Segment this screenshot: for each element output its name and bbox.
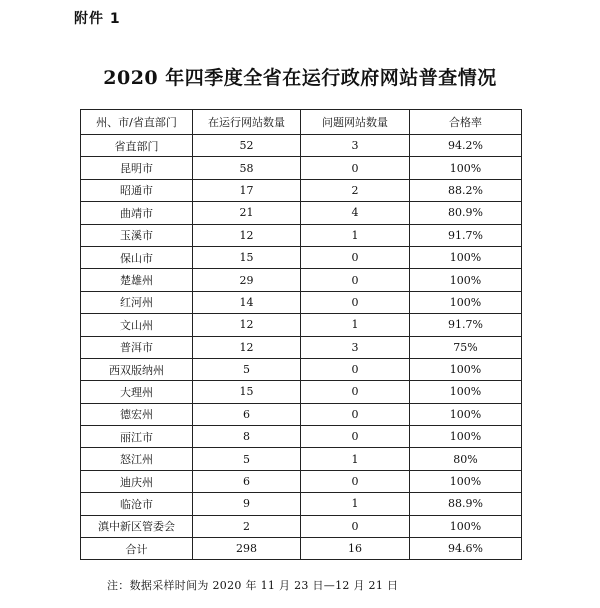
running-sites-cell: 9 xyxy=(193,493,301,515)
table-row xyxy=(81,291,522,313)
pass-rate-cell: 100% xyxy=(410,246,522,268)
running-sites-cell: 298 xyxy=(193,538,301,560)
running-sites-cell: 29 xyxy=(193,269,301,291)
document-title: 2020 年四季度全省在运行政府网站普查情况 xyxy=(103,67,497,89)
problem-sites-cell: 0 xyxy=(301,246,410,268)
table-body xyxy=(81,135,522,560)
region-cell: 省直部门 xyxy=(81,135,193,157)
problem-sites-cell: 4 xyxy=(301,202,410,224)
region-cell: 怒江州 xyxy=(81,448,193,470)
running-sites-cell: 58 xyxy=(193,157,301,179)
problem-sites-cell: 2 xyxy=(301,179,410,201)
region-cell: 迪庆州 xyxy=(81,470,193,492)
running-sites-cell: 15 xyxy=(193,246,301,268)
problem-sites-cell: 1 xyxy=(301,224,410,246)
region-cell: 文山州 xyxy=(81,314,193,336)
table-row xyxy=(81,336,522,358)
header-pass-rate: 合格率 xyxy=(410,110,522,135)
pass-rate-cell: 91.7% xyxy=(410,314,522,336)
region-cell: 西双版纳州 xyxy=(81,358,193,380)
problem-sites-cell: 1 xyxy=(301,448,410,470)
region-cell: 临沧市 xyxy=(81,493,193,515)
region-cell: 滇中新区管委会 xyxy=(81,515,193,537)
region-cell: 丽江市 xyxy=(81,426,193,448)
running-sites-cell: 21 xyxy=(193,202,301,224)
region-cell: 红河州 xyxy=(81,291,193,313)
problem-sites-cell: 1 xyxy=(301,314,410,336)
running-sites-cell: 12 xyxy=(193,224,301,246)
header-region: 州、市/省直部门 xyxy=(81,110,193,135)
region-cell: 曲靖市 xyxy=(81,202,193,224)
problem-sites-cell: 16 xyxy=(301,538,410,560)
running-sites-cell: 52 xyxy=(193,135,301,157)
pass-rate-cell: 91.7% xyxy=(410,224,522,246)
problem-sites-cell: 0 xyxy=(301,358,410,380)
pass-rate-cell: 100% xyxy=(410,358,522,380)
survey-table xyxy=(80,109,522,560)
pass-rate-cell: 80.9% xyxy=(410,202,522,224)
running-sites-cell: 12 xyxy=(193,336,301,358)
table-row xyxy=(81,381,522,403)
region-cell: 昆明市 xyxy=(81,157,193,179)
table-row xyxy=(81,403,522,425)
pass-rate-cell: 94.2% xyxy=(410,135,522,157)
running-sites-cell: 5 xyxy=(193,448,301,470)
table-row xyxy=(81,202,522,224)
pass-rate-cell: 100% xyxy=(410,403,522,425)
problem-sites-cell: 0 xyxy=(301,426,410,448)
pass-rate-cell: 100% xyxy=(410,157,522,179)
pass-rate-cell: 100% xyxy=(410,381,522,403)
region-cell: 保山市 xyxy=(81,246,193,268)
table-total-row xyxy=(81,538,522,560)
table-header-row xyxy=(81,110,522,135)
running-sites-cell: 6 xyxy=(193,470,301,492)
footnote: 注：数据采样时间为 2020 年 11 月 23 日—12 月 21 日 xyxy=(107,579,399,592)
table-row xyxy=(81,470,522,492)
problem-sites-cell: 0 xyxy=(301,470,410,492)
pass-rate-cell: 100% xyxy=(410,426,522,448)
pass-rate-cell: 80% xyxy=(410,448,522,470)
table-row xyxy=(81,179,522,201)
problem-sites-cell: 3 xyxy=(301,336,410,358)
running-sites-cell: 12 xyxy=(193,314,301,336)
running-sites-cell: 2 xyxy=(193,515,301,537)
pass-rate-cell: 75% xyxy=(410,336,522,358)
table-row xyxy=(81,448,522,470)
region-cell: 合计 xyxy=(81,538,193,560)
table-row xyxy=(81,269,522,291)
pass-rate-cell: 100% xyxy=(410,269,522,291)
table-row xyxy=(81,493,522,515)
problem-sites-cell: 0 xyxy=(301,269,410,291)
problem-sites-cell: 0 xyxy=(301,403,410,425)
attachment-label: 附件 1 xyxy=(74,11,121,27)
table-row xyxy=(81,426,522,448)
region-cell: 昭通市 xyxy=(81,179,193,201)
region-cell: 普洱市 xyxy=(81,336,193,358)
running-sites-cell: 17 xyxy=(193,179,301,201)
problem-sites-cell: 0 xyxy=(301,515,410,537)
region-cell: 德宏州 xyxy=(81,403,193,425)
region-cell: 楚雄州 xyxy=(81,269,193,291)
pass-rate-cell: 100% xyxy=(410,515,522,537)
table-row xyxy=(81,135,522,157)
problem-sites-cell: 0 xyxy=(301,291,410,313)
pass-rate-cell: 94.6% xyxy=(410,538,522,560)
pass-rate-cell: 88.9% xyxy=(410,493,522,515)
problem-sites-cell: 0 xyxy=(301,381,410,403)
running-sites-cell: 15 xyxy=(193,381,301,403)
running-sites-cell: 6 xyxy=(193,403,301,425)
problem-sites-cell: 0 xyxy=(301,157,410,179)
region-cell: 玉溪市 xyxy=(81,224,193,246)
table-row xyxy=(81,224,522,246)
table-row xyxy=(81,358,522,380)
region-cell: 大理州 xyxy=(81,381,193,403)
problem-sites-cell: 3 xyxy=(301,135,410,157)
header-running-sites: 在运行网站数量 xyxy=(193,110,301,135)
problem-sites-cell: 1 xyxy=(301,493,410,515)
running-sites-cell: 8 xyxy=(193,426,301,448)
table-row xyxy=(81,246,522,268)
pass-rate-cell: 88.2% xyxy=(410,179,522,201)
pass-rate-cell: 100% xyxy=(410,470,522,492)
header-problem-sites: 问题网站数量 xyxy=(301,110,410,135)
running-sites-cell: 14 xyxy=(193,291,301,313)
table-row xyxy=(81,314,522,336)
table-row xyxy=(81,515,522,537)
table-row xyxy=(81,157,522,179)
pass-rate-cell: 100% xyxy=(410,291,522,313)
running-sites-cell: 5 xyxy=(193,358,301,380)
